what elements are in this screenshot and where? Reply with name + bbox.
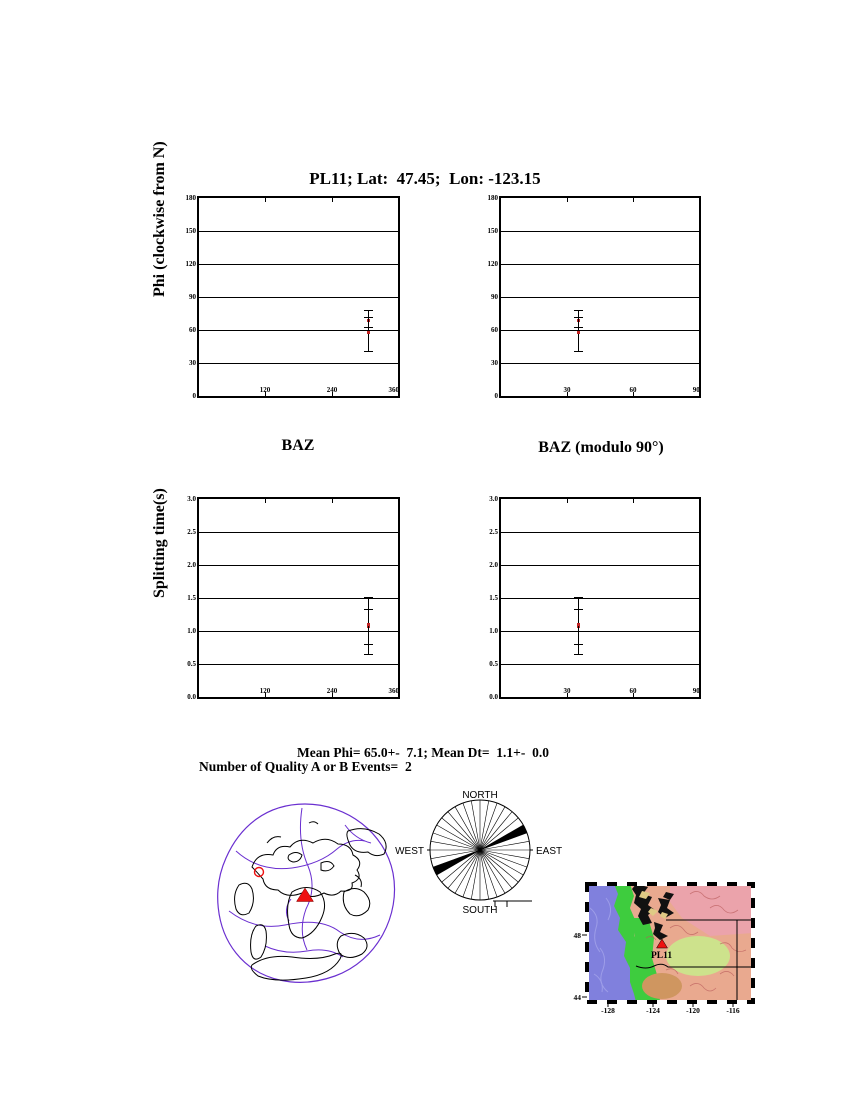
event-marker [367,623,370,626]
x-tick-mark [633,499,634,503]
map-lon-label: -116 [726,1006,740,1015]
x-tick-label: 120 [259,687,271,695]
y-tick-label: 180 [185,194,196,202]
gridline [199,532,398,533]
baz-mod90-axis-label: BAZ (modulo 90°) [538,439,664,456]
rose-east-label: EAST [536,846,563,857]
region-map-terrain [587,884,753,1002]
y-tick-label: 1.0 [489,627,498,635]
x-tick-label: 120 [259,386,271,394]
gridline [501,264,699,265]
y-tick-label: 0.5 [489,660,498,668]
y-tick-label: 1.0 [187,627,196,635]
x-tick-mark [699,198,700,202]
error-bar [368,317,369,351]
x-tick-label: 90 [692,386,700,394]
map-lat-label: 48 [573,931,581,940]
x-tick-mark [633,198,634,202]
x-tick-mark [332,499,333,503]
x-tick-mark [567,499,568,503]
gridline [501,532,699,533]
gridline [501,631,699,632]
y-tick-label: 120 [487,260,498,268]
map-lat-label: 44 [573,993,581,1002]
x-tick-mark [567,198,568,202]
y-tick-label: 3.0 [489,495,498,503]
y-tick-label: 60 [491,326,498,334]
map-lon-label: -120 [686,1006,700,1015]
gridline [199,297,398,298]
map-lon-label: -128 [601,1006,615,1015]
event-count-line: Number of Quality A or B Events= 2 [199,759,412,774]
y-tick-label: 30 [491,359,498,367]
y-tick-label: 150 [487,227,498,235]
y-tick-label: 0.0 [187,693,196,701]
gridline [501,664,699,665]
y-tick-label: 3.0 [187,495,196,503]
error-bar-cap [574,310,583,311]
y-tick-label: 90 [189,293,196,301]
y-tick-label: 2.0 [489,561,498,569]
x-tick-label: 90 [692,687,700,695]
x-tick-mark [398,499,399,503]
error-bar-cap [364,317,373,318]
x-tick-label: 30 [563,687,571,695]
x-tick-mark [265,499,266,503]
y-tick-label: 150 [185,227,196,235]
gridline [501,297,699,298]
event-marker [577,331,580,334]
event-marker [367,331,370,334]
gridline [501,598,699,599]
error-bar-cap [364,597,373,598]
gridline [199,664,398,665]
x-tick-label: 240 [326,386,338,394]
rose-sectors [430,800,530,900]
rose-north-label: NORTH [462,790,498,801]
x-tick-label: 60 [629,687,637,695]
gridline [501,363,699,364]
y-tick-label: 180 [487,194,498,202]
y-tick-label: 2.5 [187,528,196,536]
y-tick-label: 60 [189,326,196,334]
y-tick-label: 120 [185,260,196,268]
y-tick-label: 2.0 [187,561,196,569]
x-tick-mark [398,198,399,202]
error-bar-cap [574,654,583,655]
y-tick-label: 0 [494,392,498,400]
x-tick-mark [265,198,266,202]
region-map [570,878,765,1018]
map-station-label: PL11 [651,951,673,961]
y-tick-label: 1.5 [489,594,498,602]
gridline [199,363,398,364]
gridline [199,231,398,232]
error-bar-cap [574,351,583,352]
x-tick-label: 30 [563,386,571,394]
y-tick-label: 30 [189,359,196,367]
error-bar-cap [364,310,373,311]
rose-west-label: WEST [395,846,424,857]
y-tick-label: 0.5 [187,660,196,668]
gridline [199,565,398,566]
error-bar [578,317,579,351]
y-tick-label: 0.0 [489,693,498,701]
rose-south-label: SOUTH [462,905,498,916]
error-bar-cap [364,654,373,655]
x-tick-label: 240 [326,687,338,695]
gridline [501,330,699,331]
x-tick-label: 360 [388,386,400,394]
x-tick-label: 60 [629,386,637,394]
map-lon-label: -124 [646,1006,660,1015]
error-bar-cap [574,597,583,598]
splitting-summary-figure: PL11; Lat: 47.45; Lon: -123.15 Phi (clockwise from N) Splitting time(s) BAZ BAZ (modulo 90°) 0 30 60 90 120 150 180 120 240 360 0 30 60 90 120 150 180 30 60 90 0.0 0.5 1.0 1.5 2.0 2.5 3.0 120 240 360 0.0 0.5 1.0 1.5 2.0 2.5 3.0 30 60 90 Mean Phi= 65.0+- 7.1; Mean Dt= 1.1+- 0.0 Number of Quality A or B Events= 2 NORTH SOUTH WEST EAST PL11 48 44 -128 -124 -120 -116 [0,0,850,1100]
x-tick-label: 360 [388,687,400,695]
gridline [501,565,699,566]
error-bar-cap [574,317,583,318]
globe-map [205,795,405,1000]
rose-diagram [395,782,595,922]
y-tick-label: 1.5 [187,594,196,602]
gridline [199,264,398,265]
mean-stats-line: Mean Phi= 65.0+- 7.1; Mean Dt= 1.1+- 0.0 [297,745,549,760]
event-marker [577,623,580,626]
x-tick-mark [699,499,700,503]
gridline [501,231,699,232]
baz-axis-label: BAZ [281,437,315,454]
error-bar-cap [364,351,373,352]
y-tick-label: 0 [192,392,196,400]
y-tick-label: 90 [491,293,498,301]
page-title: PL11; Lat: 47.45; Lon: -123.15 [309,169,541,188]
y-tick-label: 2.5 [489,528,498,536]
x-tick-mark [332,198,333,202]
